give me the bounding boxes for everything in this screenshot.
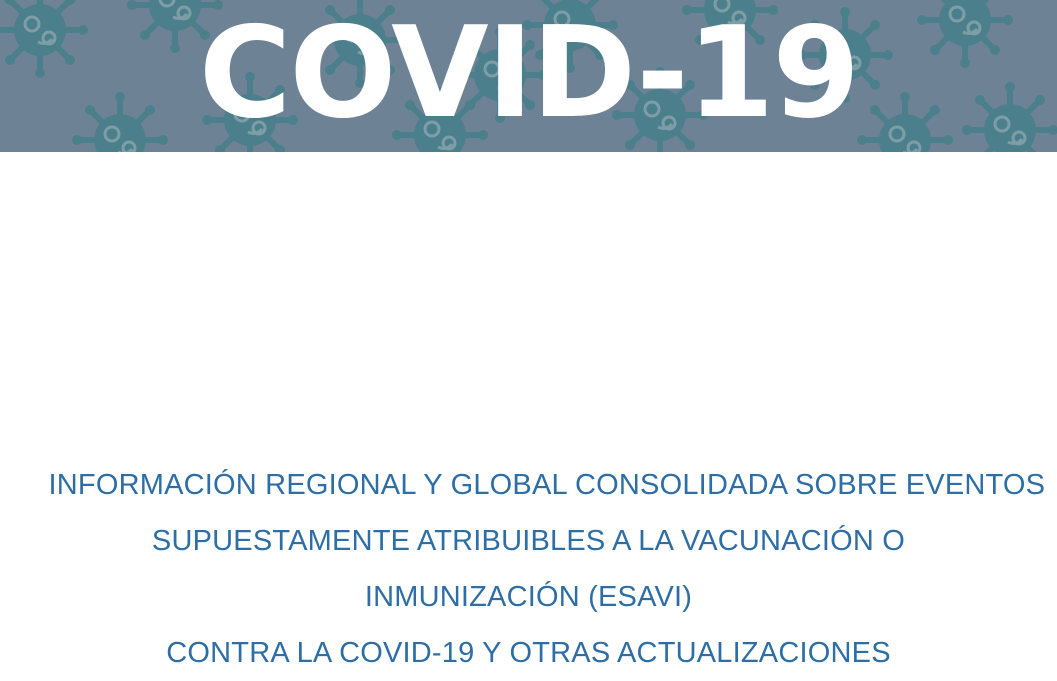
- covid-banner: [0, 0, 1057, 152]
- subtitle-line: SUPUESTAMENTE ATRIBUIBLES A LA VACUNACIÓN O: [151, 525, 906, 557]
- document-subtitle: [48, 457, 1046, 681]
- document-body: [0, 152, 1057, 675]
- subtitle-line: INMUNIZACIÓN (ESAVI): [364, 581, 693, 613]
- subtitle-line: INFORMACIÓN REGIONAL Y GLOBAL CONSOLIDADA SOBRE EVENTOS: [48, 469, 1046, 501]
- subtitle-line: CONTRA LA COVID-19 Y OTRAS ACTUALIZACIONES: [166, 637, 891, 669]
- page-title: COVID-19: [198, 0, 859, 146]
